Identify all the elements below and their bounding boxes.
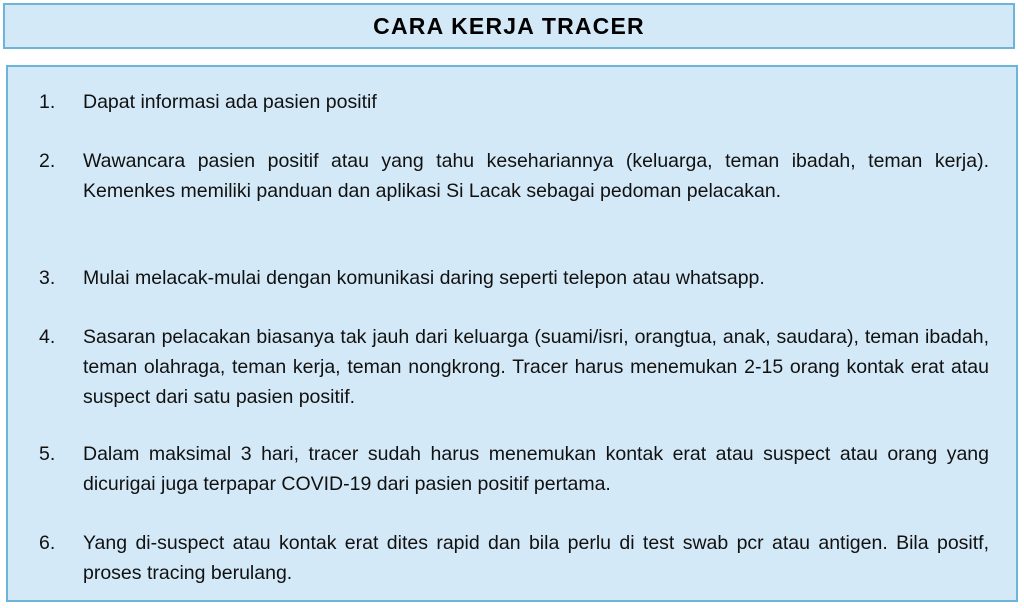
list-item-number: 3. <box>39 267 56 289</box>
list-item-number: 1. <box>39 91 56 113</box>
list-item-text: Yang di-suspect atau kontak erat dites rapid dan bila perlu di test swab pcr atau antigen. Bila positf, proses tracing berulang. <box>83 532 989 584</box>
list-item-number: 6. <box>39 532 56 554</box>
list-item-text: Sasaran pelacakan biasanya tak jauh dari keluarga (suami/isri, orangtua, anak, saudara), teman ibadah, teman olahraga, teman kerja, teman nongkrong. Tracer harus menemukan 2-15 orang kontak erat atau suspect dari satu pasien positif. <box>83 326 989 408</box>
list-item-text: Wawancara pasien positif atau yang tahu kesehariannya (keluarga, teman ibadah, teman kerja). Kemenkes memiliki panduan dan aplikasi Si Lacak sebagai pedoman pelacakan. <box>83 150 989 202</box>
list-item-number: 2. <box>39 150 56 172</box>
steps-list <box>6 65 1018 602</box>
page-title: CARA KERJA TRACER <box>373 12 645 39</box>
title-box <box>3 3 1015 49</box>
list-item-text: Dapat informasi ada pasien positif <box>83 91 377 113</box>
list-item-text: Dalam maksimal 3 hari, tracer sudah harus menemukan kontak erat atau suspect atau orang yang dicurigai juga terpapar COVID-19 dari pasien positif pertama. <box>83 443 989 495</box>
list-item-number: 4. <box>39 326 56 348</box>
list-item-number: 5. <box>39 443 56 465</box>
list-item-text: Mulai melacak-mulai dengan komunikasi daring seperti telepon atau whatsapp. <box>83 267 765 289</box>
